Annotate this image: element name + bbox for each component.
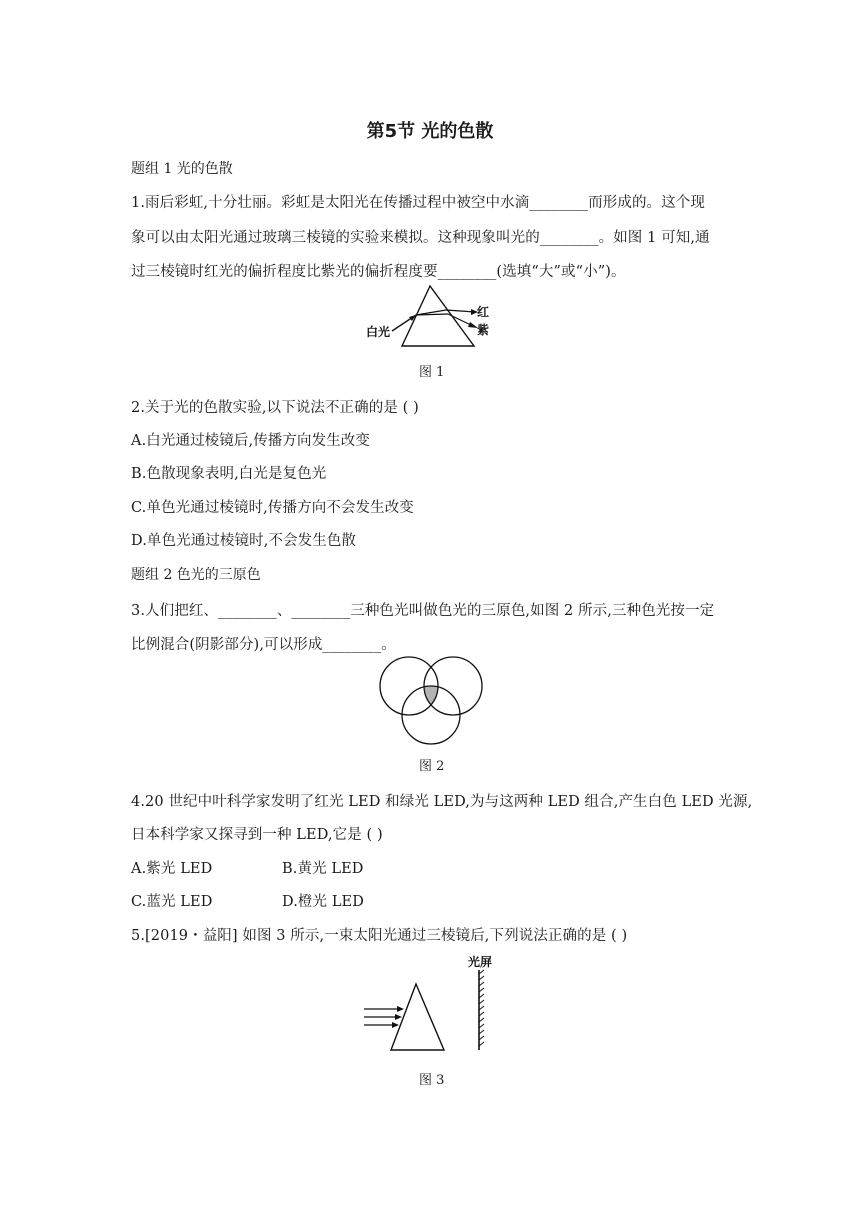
purple-label: 紫 xyxy=(477,323,490,337)
white-light-label: 白光 xyxy=(366,325,391,339)
ray-arrowhead-1 xyxy=(397,1006,404,1012)
question-1-line-3: 过三棱镜时红光的偏折程度比紫光的偏折程度要________(选填“大”或“小”)。 xyxy=(131,264,626,280)
group-heading-2: 题组 2 色光的三原色 xyxy=(131,567,261,583)
question-3-line-1: 3.人们把红、________、________三种色光叫做色光的三原色,如图 2 所示,三种色光按一定 xyxy=(131,603,715,619)
question-4-line-2: 日本科学家又探寻到一种 LED,它是 ( ) xyxy=(131,827,383,843)
figure-2-three-circles-diagram xyxy=(375,652,487,750)
question-5-stem: 5.[2019・益阳] 如图 3 所示,一束太阳光通过三棱镜后,下列说法正确的是 ( ) xyxy=(131,928,628,944)
question-2-stem: 2.关于光的色散实验,以下说法不正确的是 ( ) xyxy=(131,400,419,416)
ray-arrowhead-2 xyxy=(395,1014,402,1020)
figure-1-prism-diagram xyxy=(362,282,502,352)
question-4-option-d: D.橙光 LED xyxy=(282,894,364,910)
question-2-option-d: D.单色光通过棱镜时,不会发生色散 xyxy=(131,533,357,549)
question-1-line-1: 1.雨后彩虹,十分壮丽。彩虹是太阳光在传播过程中被空中水滴________而形成的。这个现 xyxy=(131,195,705,211)
question-4-option-a: A.紫光 LED xyxy=(131,861,213,877)
ray-arrowhead-3 xyxy=(392,1022,399,1028)
figure-2-caption: 图 2 xyxy=(419,759,445,774)
figure-1-caption: 图 1 xyxy=(419,365,445,380)
question-4-line-1: 4.20 世纪中叶科学家发明了红光 LED 和绿光 LED,为与这两种 LED 组合,产生白色 LED 光源, xyxy=(131,794,753,810)
question-1-line-2: 象可以由太阳光通过玻璃三棱镜的实验来模拟。这种现象叫光的________。如图 1 可知,通 xyxy=(131,230,710,246)
figure-3-caption: 图 3 xyxy=(419,1073,445,1088)
question-2-option-c: C.单色光通过棱镜时,传播方向不会发生改变 xyxy=(131,500,414,516)
screen-label: 光屏 xyxy=(468,955,493,969)
question-4-option-b: B.黄光 LED xyxy=(282,861,364,877)
figure-3-prism-screen-diagram xyxy=(358,954,498,1058)
question-3-line-2: 比例混合(阴影部分),可以形成________。 xyxy=(131,637,396,653)
question-4-option-c: C.蓝光 LED xyxy=(131,894,213,910)
red-label: 红 xyxy=(477,305,490,319)
page-title: 第5节 光的色散 xyxy=(366,121,494,142)
question-2-option-b: B.色散现象表明,白光是复色光 xyxy=(131,466,327,482)
group-heading-1: 题组 1 光的色散 xyxy=(131,161,233,177)
question-2-option-a: A.白光通过棱镜后,传播方向发生改变 xyxy=(131,433,370,449)
red-ray xyxy=(446,310,475,312)
